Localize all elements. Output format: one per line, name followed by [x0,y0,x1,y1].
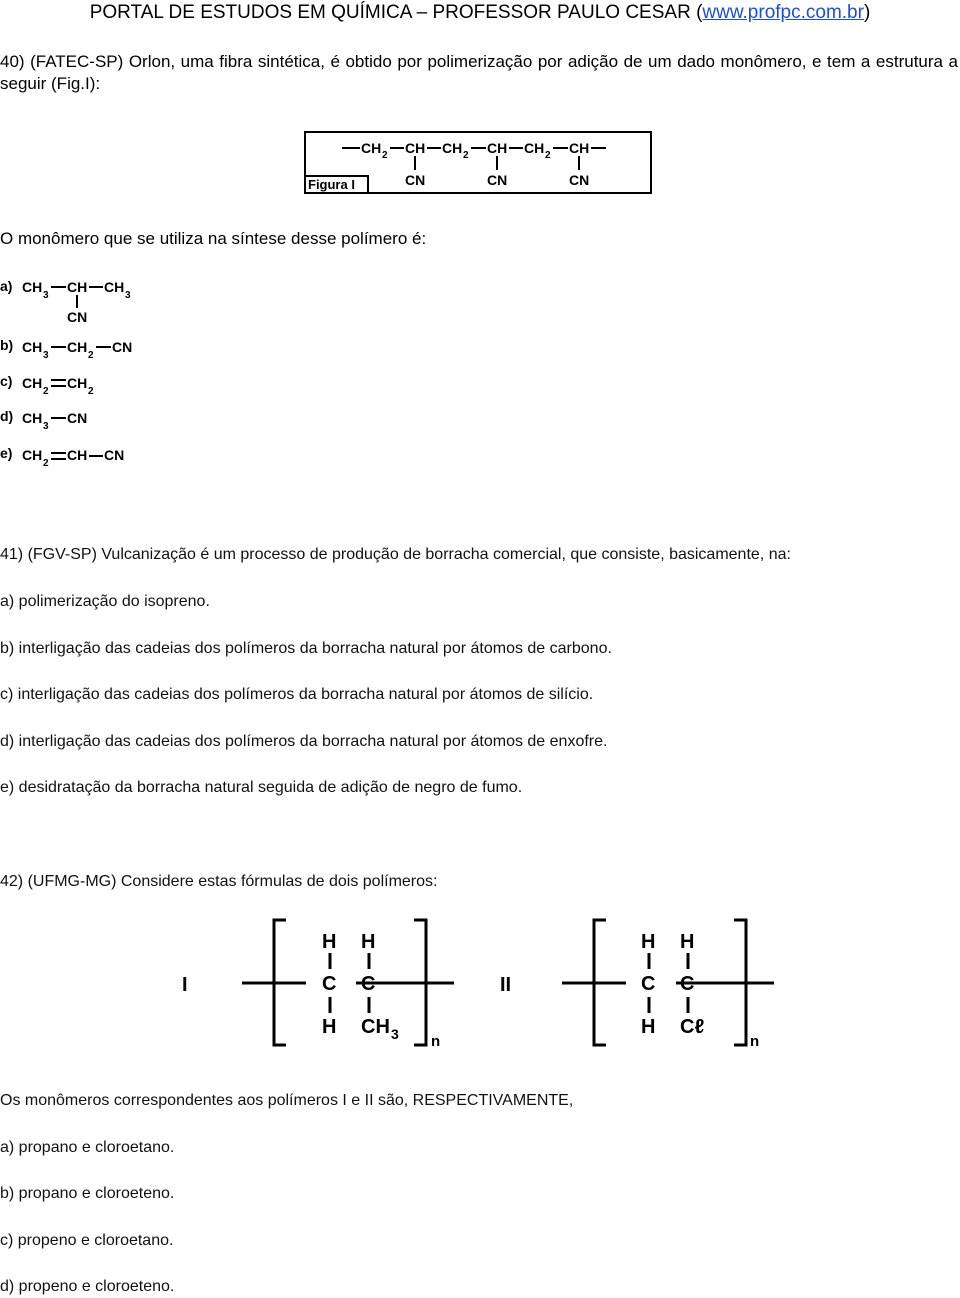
q40-statement: 40) (FATEC-SP) Orlon, uma fibra sintética, é obtido por polimerização por adição de um dado monômero, e tem a estrutura a seguir (Fig.I): [0,52,958,93]
polymer-i-c2: C [361,973,376,995]
q41-option-a: a) polimerização do isopreno. [0,593,210,610]
q41-statement: 41) (FGV-SP) Vulcanização é um processo de produção de borracha comercial, que consiste, basicamente, na: [0,546,791,563]
option-e-ch: CH [67,447,88,463]
option-c-ch2-left: CH [22,375,43,391]
fig-cn-2: CN [487,172,508,188]
option-e-ch2: CH [22,447,43,463]
option-c-ch2-right: CH [67,375,88,391]
fig-ch-3: CH [569,140,590,156]
polymer-i-h1: H [322,931,337,953]
polymer-ii-cl: Cℓ [680,1016,705,1038]
header-title-end: ) [863,2,871,23]
fig-ch2-3: CH [524,140,545,156]
q40-options-formulas [0,272,160,472]
fig-ch-2: CH [487,140,508,156]
polymers-figure [170,915,790,1055]
option-e-sub2: 2 [43,458,49,469]
q41-option-b: b) interligação das cadeias dos polímeros da borracha natural por átomos de carbono. [0,640,612,657]
figure-i-label: Figura I [305,175,369,193]
option-a-letter: a) [0,278,13,294]
option-d-sub3: 3 [43,421,49,432]
option-b-sub2: 2 [88,350,94,361]
header-link[interactable]: www.profpc.com.br [702,2,864,23]
q41-option-d: d) interligação das cadeias dos polímeros da borracha natural por átomos de enxofre. [0,733,608,750]
polymer-ii-h3: H [641,1016,656,1038]
option-c-sub-left: 2 [43,386,49,397]
polymer-ii-h1: H [641,931,656,953]
option-a-ch: CH [67,279,88,295]
option-c-sub-right: 2 [88,386,94,397]
polymer-i-ch3: CH [361,1016,390,1038]
option-b-sub3: 3 [43,350,49,361]
option-c-letter: c) [0,373,13,389]
polymer-ii-c1: C [641,973,656,995]
option-a-sub-right: 3 [125,290,131,301]
option-b-ch2: CH [67,339,88,355]
option-a-cn: CN [67,309,88,325]
q42-option-b: b) propano e cloroeteno. [0,1185,175,1202]
polymer-i-sub3: 3 [391,1026,399,1042]
header-title: PORTAL DE ESTUDOS EM QUÍMICA – PROFESSOR PAULO CESAR ( [89,2,703,23]
fig-cn-3: CN [569,172,590,188]
option-a-ch3-right: CH [104,279,125,295]
orlon-structure-figure [300,130,660,196]
option-d-cn: CN [67,410,88,426]
q42-option-a: a) propano e cloroetano. [0,1139,175,1156]
option-a-ch3-left: CH [22,279,43,295]
q42-option-d: d) propeno e cloroeteno. [0,1278,175,1295]
polymer-i-n: n [431,1033,441,1050]
option-e-letter: e) [0,445,13,461]
polymer-ii-label: II [500,974,512,996]
option-b-ch3: CH [22,339,43,355]
fig-sub-3: 2 [545,150,551,161]
fig-cn-1: CN [405,172,426,188]
q42-option-c: c) propeno e cloroetano. [0,1232,174,1249]
q41-option-e: e) desidratação da borracha natural seguida de adição de negro de fumo. [0,779,523,796]
q42-question: Os monômeros correspondentes aos polímeros I e II são, RESPECTIVAMENTE, [0,1092,574,1109]
polymer-ii-h2: H [680,931,695,953]
fig-ch2-2: CH [442,140,463,156]
fig-ch-1: CH [405,140,426,156]
polymer-i-h3: H [322,1016,337,1038]
polymer-ii-c2: C [680,973,695,995]
fig-sub-1: 2 [382,150,388,161]
polymer-i-label: I [182,974,188,996]
option-d-ch3: CH [22,410,43,426]
option-d-letter: d) [0,408,14,424]
polymer-i-h2: H [361,931,376,953]
q42-statement: 42) (UFMG-MG) Considere estas fórmulas de dois polímeros: [0,873,438,890]
fig-sub-2: 2 [463,150,469,161]
option-e-cn: CN [104,447,125,463]
q40-question: O monômero que se utiliza na síntese desse polímero é: [0,229,427,248]
polymer-i-c1: C [322,973,337,995]
q41-option-c: c) interligação das cadeias dos polímeros da borracha natural por átomos de silício. [0,686,594,703]
option-a-sub-left: 3 [43,290,49,301]
option-b-letter: b) [0,337,14,353]
option-b-cn: CN [112,339,133,355]
fig-ch2-1: CH [361,140,382,156]
polymer-ii-n: n [750,1033,760,1050]
page-header [0,0,960,26]
